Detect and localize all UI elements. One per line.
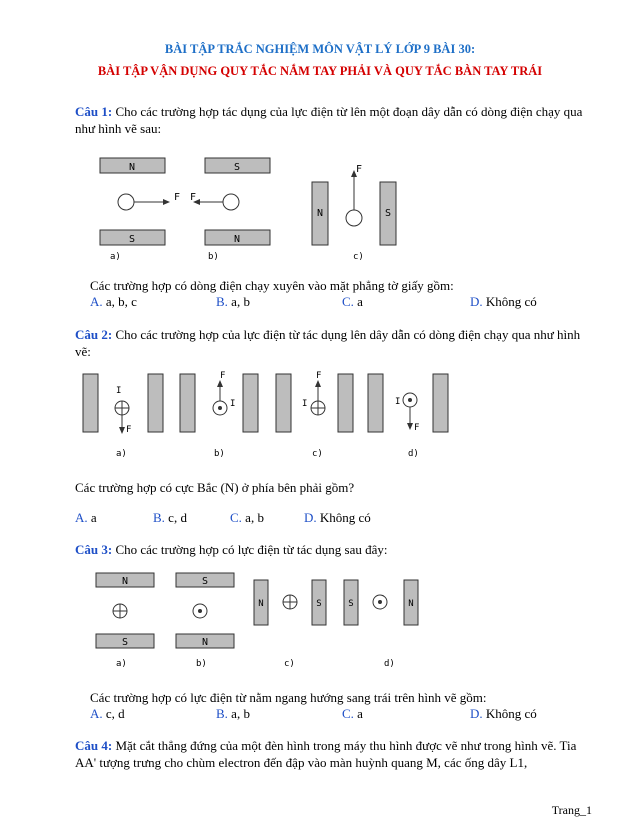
magnet-label: S: [348, 599, 354, 609]
force-label: F: [414, 423, 420, 433]
current-label: I: [230, 399, 236, 409]
question-3-prompt: Các trường hợp có lực điện từ nằm ngang hướng sang trái trên hình vẽ gồm:: [90, 690, 487, 705]
magnet-label: N: [121, 576, 129, 587]
question-2-prompt: Các trường hợp có cực Bắc (N) ở phía bên phải gồm?: [75, 480, 355, 495]
question-3-text: Cho các trường hợp có lực điện từ tác dụng sau đây:: [112, 542, 388, 557]
title-line-1: BÀI TẬP TRẮC NGHIỆM MÔN VẬT LÝ LỚP 9 BÀI 30:: [164, 42, 476, 56]
answer-option[interactable]: A. c, d: [90, 706, 125, 721]
force-label: F: [356, 164, 363, 175]
figure-label-a: a): [110, 252, 121, 262]
figure-label-b: b): [208, 252, 219, 262]
answer-option[interactable]: C. a: [342, 706, 363, 721]
magnet-label: N: [233, 234, 241, 245]
figure-label-c: c): [353, 252, 364, 262]
question-1: [75, 103, 595, 137]
title-line-2: BÀI TẬP VẬN DỤNG QUY TẮC NẮM TAY PHẢI VÀ QUY TẮC BÀN TAY TRÁI: [97, 64, 543, 78]
question-3-label: Câu 3:: [75, 542, 113, 557]
question-2-text: Cho các trường hợp của lực điện từ tác dụng lên dây dẫn có dòng điện chạy qua như hình vẽ:: [75, 327, 581, 359]
magnet-label: S: [384, 208, 392, 219]
figure-label-d: d): [408, 449, 419, 459]
current-label: I: [302, 399, 308, 409]
answer-option[interactable]: B. c, d: [153, 510, 187, 525]
current-label: I: [116, 386, 122, 396]
force-label: F: [220, 371, 226, 381]
magnet-label: S: [128, 234, 136, 245]
figure-label-c: c): [284, 659, 295, 669]
question-1-text: Cho các trường hợp tác dụng của lực điện từ lên một đoạn dây dẫn có dòng điện chạy qua như hình vẽ sau:: [75, 104, 583, 136]
answer-option[interactable]: D. Không có: [470, 294, 537, 309]
force-label: F: [316, 371, 322, 381]
magnet-label: N: [258, 599, 264, 609]
question-1-prompt: Các trường hợp có dòng điện chạy xuyên vào mặt phẳng tờ giấy gồm:: [90, 278, 454, 293]
page-number: Trang_1: [551, 803, 592, 817]
question-2-figure: [78, 366, 458, 466]
figure-label-a: a): [116, 659, 127, 669]
force-label: F: [190, 192, 197, 203]
answer-option[interactable]: B. a, b: [216, 294, 250, 309]
question-2: [75, 326, 595, 360]
magnet-label: N: [408, 599, 414, 609]
answer-option[interactable]: D. Không có: [470, 706, 537, 721]
figure-label-b: b): [196, 659, 207, 669]
figure-label-c: c): [312, 449, 323, 459]
question-2-label: Câu 2:: [75, 327, 113, 342]
magnet-label: N: [316, 208, 324, 219]
magnet-label: S: [316, 599, 322, 609]
force-label: F: [126, 425, 132, 435]
magnet-label: N: [128, 162, 136, 173]
question-3: [75, 541, 595, 558]
figure-label-d: d): [384, 659, 395, 669]
answer-option[interactable]: A. a: [75, 510, 97, 525]
question-4-label: Câu 4:: [75, 738, 113, 753]
magnet-label: S: [201, 576, 209, 587]
answer-option[interactable]: C. a, b: [230, 510, 264, 525]
figure-label-b: b): [214, 449, 225, 459]
question-1-figure: [90, 150, 420, 265]
question-4-text: Mặt cắt thẳng đứng của một đèn hình trong máy thu hình được vẽ như trong hình vẽ. Tia AA' tượng trưng cho chùm electron đến đập vào màn huỳnh quang M, các ống dây L1,: [75, 738, 577, 770]
answer-option[interactable]: D. Không có: [304, 510, 371, 525]
magnet-label: S: [233, 162, 241, 173]
magnet-label: N: [201, 637, 209, 648]
current-label: I: [395, 397, 401, 407]
question-1-label: Câu 1:: [75, 104, 113, 119]
figure-label-a: a): [116, 449, 127, 459]
answer-option[interactable]: B. a, b: [216, 706, 250, 721]
answer-option[interactable]: C. a: [342, 294, 363, 309]
force-label: F: [174, 192, 181, 203]
question-4: [75, 737, 595, 771]
magnet-label: S: [121, 637, 129, 648]
answer-option[interactable]: A. a, b, c: [90, 294, 137, 309]
question-3-figure: [88, 568, 428, 673]
